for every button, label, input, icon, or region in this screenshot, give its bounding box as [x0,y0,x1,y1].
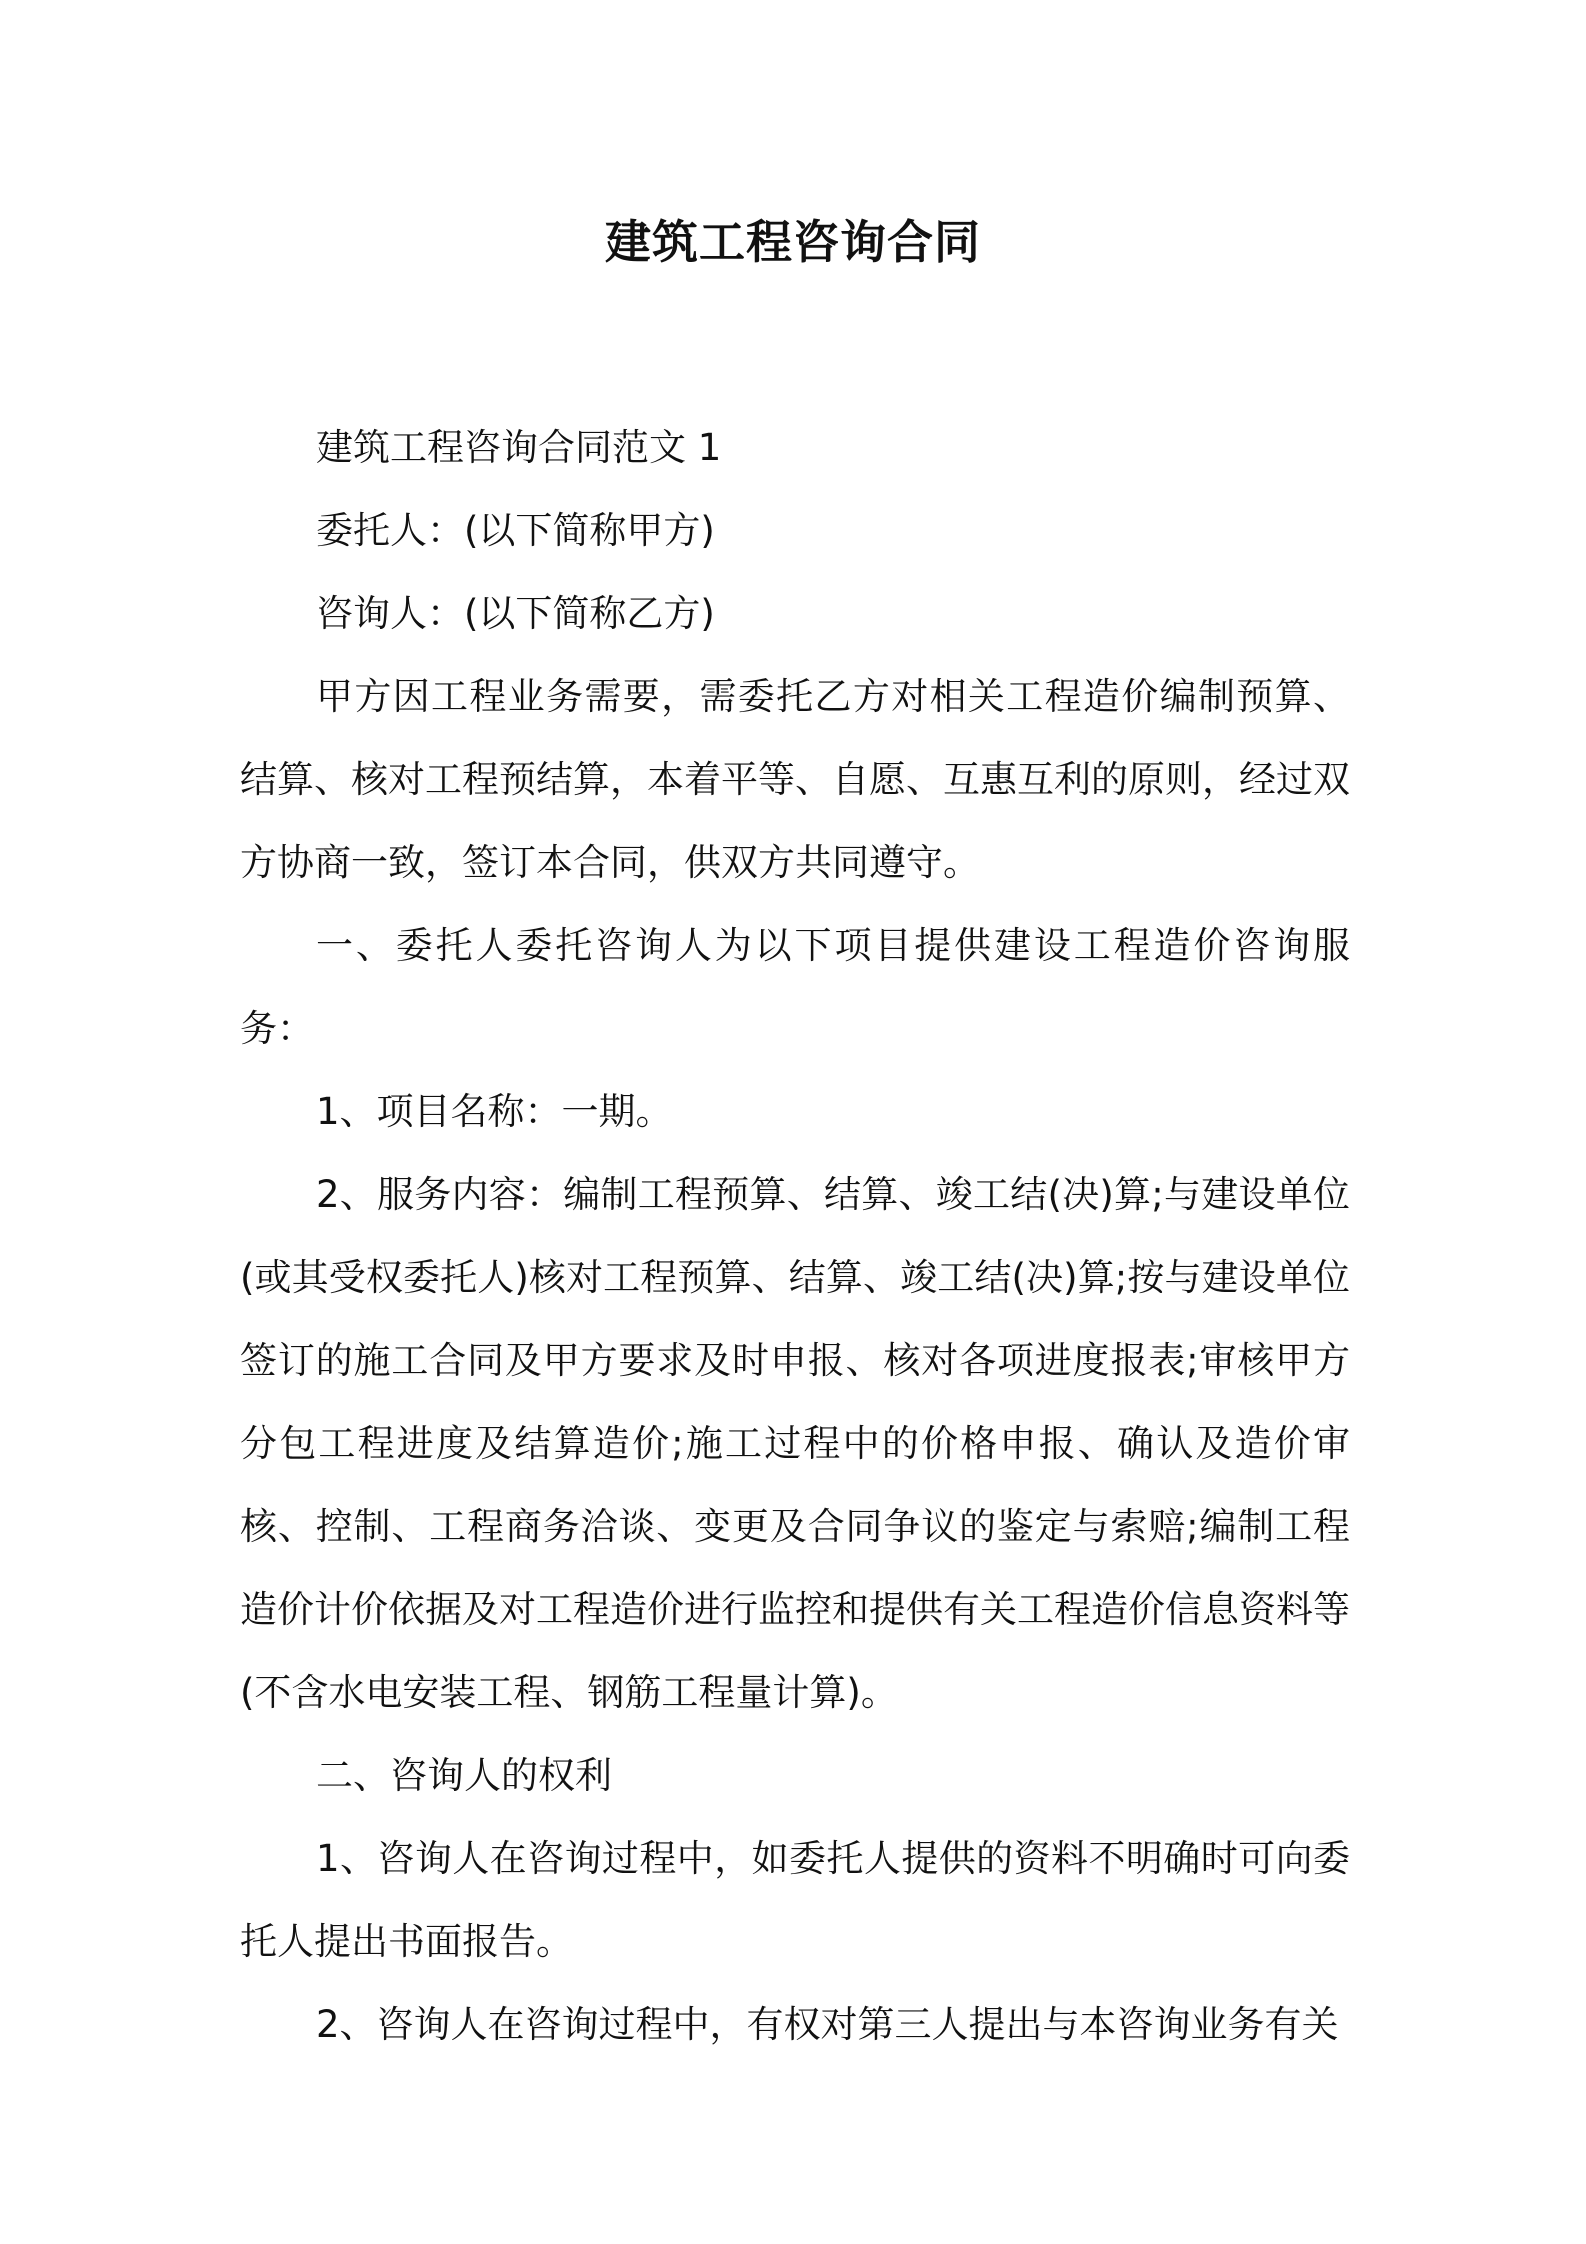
document-body [240,406,1350,2066]
paragraph-right-1: 1、咨询人在咨询过程中，如委托人提供的资料不明确时可向委托人提出书面报告。 [240,1837,1350,1963]
paragraph-consultant: 咨询人：(以下简称乙方) [316,592,715,635]
section-heading-1: 一、委托人委托咨询人为以下项目提供建设工程造价咨询服务： [240,924,1350,1050]
paragraph-preamble: 甲方因工程业务需要，需委托乙方对相关工程造价编制预算、结算、核对工程预结算，本着平等、自愿、互惠互利的原则，经过双方协商一致，签订本合同，供双方共同遵守。 [240,675,1350,884]
paragraph-template-title: 建筑工程咨询合同范文 1 [316,426,722,469]
section-heading-2: 二、咨询人的权利 [316,1754,612,1797]
document-title: 建筑工程咨询合同 [605,215,981,269]
paragraph-right-2: 2、咨询人在咨询过程中，有权对第三人提出与本咨询业务有关 [316,2003,1339,2046]
paragraph-client: 委托人：(以下简称甲方) [316,509,715,552]
paragraph-service-content: 2、服务内容：编制工程预算、结算、竣工结(决)算;与建设单位(或其受权委托人)核对工程预算、结算、竣工结(决)算;按与建设单位签订的施工合同及甲方要求及时申报、核对各项进度报表;审核甲方分包工程进度及结算造价;施工过程中的价格申报、确认及造价审核、控制、工程商务洽谈、变更及合同争议的鉴定与索赔;编制工程造价计价依据及对工程造价进行监控和提供有关工程造价信息资料等(不含水电安装工程、钢筋工程量计算)。 [240,1173,1350,1714]
paragraph-project-name: 1、项目名称：一期。 [316,1090,673,1133]
